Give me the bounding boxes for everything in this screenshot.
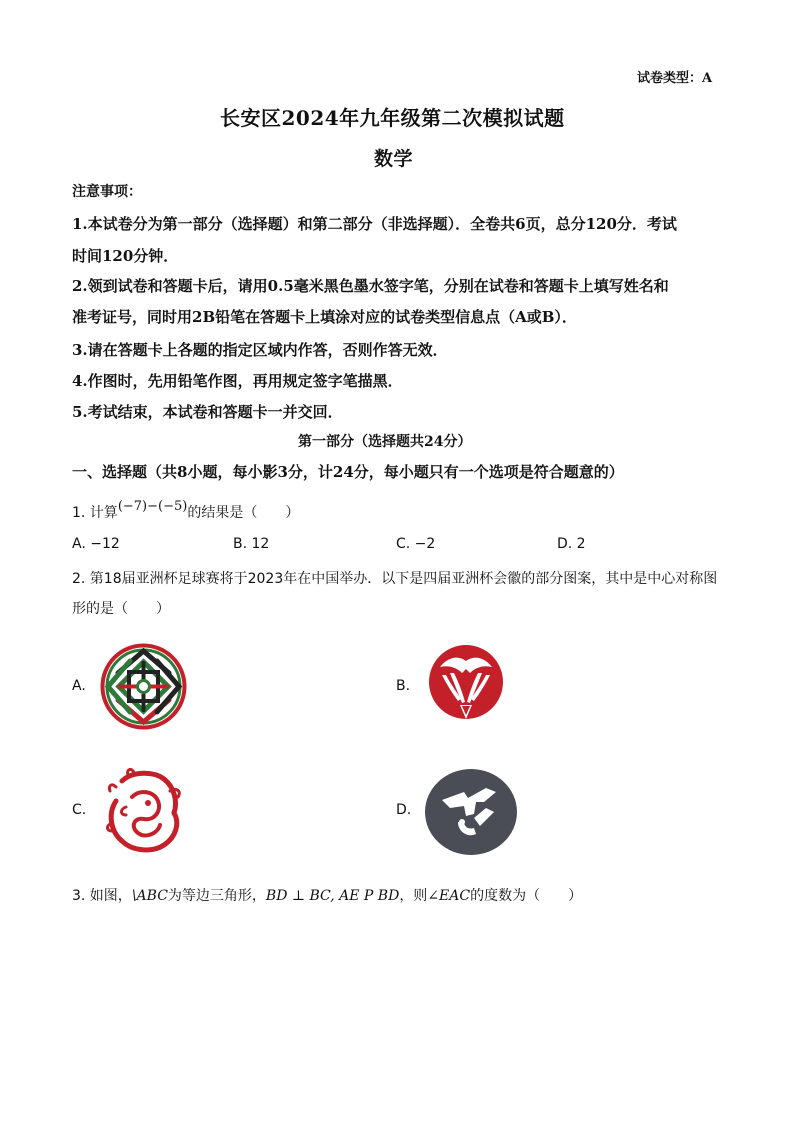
q2-stem-line2: 形的是（ ） <box>72 601 170 617</box>
notice-heading: 注意事项： <box>72 184 142 200</box>
q1-option-d: D. 2 <box>557 536 586 552</box>
q1-option-b: B. 12 <box>233 536 270 552</box>
q3-stem <box>72 885 582 905</box>
notice-item-1b: 时间120分钟． <box>72 247 179 265</box>
q1-suffix: 的结果是（ ） <box>187 505 300 521</box>
notice-item-3: 3.请在答题卡上各题的指定区域内作答，否则作答无效． <box>72 341 448 359</box>
paper-type-label: 试卷类型：A <box>637 71 713 86</box>
emblem-b-crest-image <box>428 643 504 721</box>
q3-angle: ∠EAC <box>427 888 471 904</box>
emblem-c-dragon-image <box>102 767 188 855</box>
notice-item-2b: 准考证号，同时用2B铅笔在答题卡上填涂对应的试卷类型信息点（A或B）． <box>72 308 577 326</box>
q1-stem <box>72 499 300 522</box>
emblem-a-knot-image <box>100 643 187 730</box>
subject-title: 数学 <box>374 148 414 170</box>
q2-stem-line1: 2. 第18届亚洲杯足球赛将于2023年在中国举办．以下是四届亚洲杯会徽的部分图案，其中是中心对称图 <box>72 571 718 587</box>
notice-item-4: 4.作图时，先用铅笔作图，再用规定签字笔描黑． <box>72 372 403 390</box>
q1-option-c: C. −2 <box>396 536 436 552</box>
q1-prefix: 1. 计算 <box>72 505 118 521</box>
q2-label-a: A. <box>72 678 86 694</box>
q2-label-c: C. <box>72 802 87 818</box>
emblem-d-disk-image <box>424 768 518 856</box>
q2-label-d: D. <box>396 802 412 818</box>
exam-title: 长安区2024年九年级第二次模拟试题 <box>220 106 565 130</box>
q3-suffix: 的度数为（ ） <box>470 888 583 904</box>
q3-prefix: 3. 如图， <box>72 888 132 904</box>
part1-heading: 第一部分（选择题共24分） <box>298 434 472 450</box>
section-heading: 一、选择题（共8小题，每小影3分，计24分，每小题只有一个选项是符合题意的） <box>72 463 624 481</box>
q1-expression: (−7)−(−5) <box>117 499 188 514</box>
q2-label-b: B. <box>396 678 411 694</box>
notice-item-5: 5.考试结束，本试卷和答题卡一并交回． <box>72 403 343 421</box>
q1-option-a: A. −12 <box>72 536 120 552</box>
q3-condition: BD ⊥ BC, AE P BD <box>265 888 400 904</box>
q3-mid: 为等边三角形， <box>167 888 266 904</box>
notice-item-1a: 1.本试卷分为第一部分（选择题）和第二部分（非选择题）．全卷共6页，总分120分．考试 <box>72 215 677 233</box>
q3-then: ，则 <box>399 888 428 904</box>
q3-triangle: \ABC <box>131 888 168 904</box>
notice-item-2a: 2.领到试卷和答题卡后，请用0.5毫米黑色墨水签字笔，分别在试卷和答题卡上填写姓名和 <box>72 277 669 295</box>
